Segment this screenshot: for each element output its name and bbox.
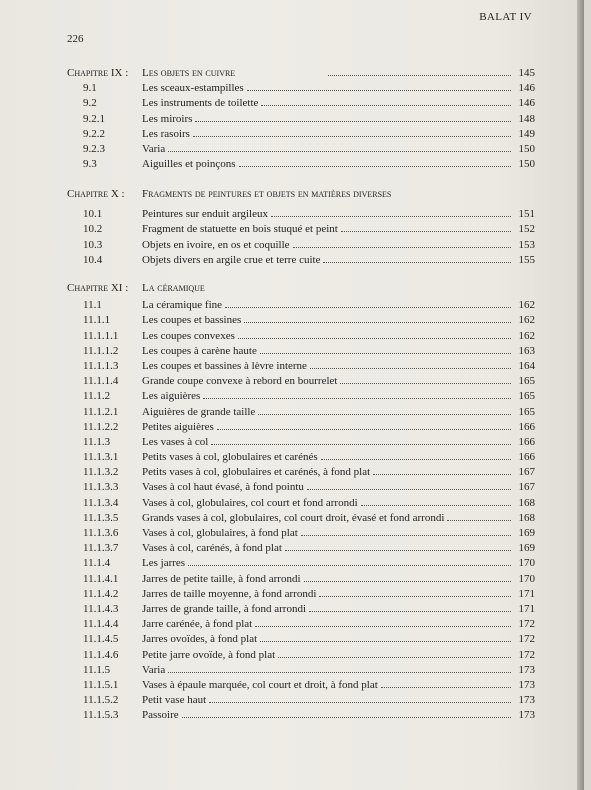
leader-dots <box>238 337 511 339</box>
leader-dots <box>340 382 511 384</box>
leader-dots <box>239 165 512 167</box>
entry-number: 11.1 <box>83 299 102 312</box>
leader-dots <box>203 397 511 399</box>
entry-title: Les coupes convexes <box>142 329 235 342</box>
leader-dots <box>309 610 511 612</box>
entry-page: 152 <box>518 223 535 236</box>
entry-title: Les sceaux-estampilles <box>142 82 244 95</box>
entry-page: 169 <box>518 527 535 539</box>
entry-number: 11.1.5.3 <box>83 709 119 722</box>
entry-page: 166 <box>518 451 535 464</box>
toc-entry <box>67 311 535 326</box>
toc-entry <box>67 109 535 124</box>
entry-title: Varia <box>142 663 166 676</box>
entry-title: Jarres ovoïdes, à fond plat <box>142 633 258 646</box>
entry-number: 10.2 <box>83 223 103 236</box>
entry-number: 10.1 <box>83 208 103 221</box>
entry-title: Fragment de statuette en bois stuqué et peint <box>142 223 338 236</box>
entry-number: 11.1.4.2 <box>83 587 119 600</box>
toc-entry <box>67 235 535 250</box>
entry-title: Les aiguières <box>142 390 201 403</box>
entry-title: Aiguières de grande taille <box>142 405 256 418</box>
entry-page: 146 <box>518 97 535 110</box>
chapter-label: Chapitre X : <box>67 188 125 200</box>
entry-number: 11.1.3 <box>83 435 111 448</box>
entry-number: 11.1.5.1 <box>83 678 119 691</box>
entry-number: 11.1.4.1 <box>83 572 119 585</box>
chapter-heading <box>67 282 535 296</box>
leader-dots <box>225 306 511 308</box>
entry-title: Petits vases à col, globulaires et carénés <box>142 451 318 464</box>
toc-entry <box>67 509 535 524</box>
entry-title: Passoire <box>142 709 179 722</box>
entry-title: Les vases à col <box>142 435 209 448</box>
toc-entry <box>67 691 535 706</box>
entry-number: 11.1.4.5 <box>83 633 119 646</box>
entry-title: Les jarres <box>142 557 186 570</box>
toc-entry <box>67 676 535 691</box>
entry-page: 149 <box>518 127 535 140</box>
chapter-title: Fragments de peintures et objets en matières diverses <box>142 188 392 200</box>
entry-number: 10.4 <box>83 253 103 266</box>
entry-page: 166 <box>518 420 535 433</box>
entry-page: 173 <box>518 663 535 676</box>
entry-title: Vases à col, globulaires, col court et fond arrondi <box>142 496 358 509</box>
entry-title: Peintures sur enduit argileux <box>142 208 268 221</box>
entry-number: 9.3 <box>83 158 97 171</box>
entry-number: 11.1.2.2 <box>83 420 119 433</box>
entry-page: 172 <box>518 648 535 661</box>
entry-title: Les rasoirs <box>142 127 190 140</box>
toc-entry <box>67 357 535 372</box>
entry-title: Jarres de taille moyenne, à fond arrondi <box>142 587 317 600</box>
entry-title: Jarres de grande taille, à fond arrondi <box>142 602 307 615</box>
leader-dots <box>293 246 511 248</box>
entry-page: 150 <box>518 142 535 155</box>
leader-dots <box>301 534 511 536</box>
entry-page: 162 <box>518 299 535 312</box>
entry-page: 151 <box>518 208 535 221</box>
entry-title: Les coupes et bassines à lèvre interne <box>142 359 307 372</box>
leader-dots <box>261 104 511 106</box>
toc-entry <box>67 418 535 433</box>
entry-number: 11.1.1 <box>83 314 111 327</box>
leader-dots <box>310 367 511 369</box>
leader-dots <box>321 458 511 460</box>
entry-number: 11.1.3.7 <box>83 542 119 555</box>
toc-entry <box>67 205 535 220</box>
entry-number: 11.1.1.4 <box>83 375 119 388</box>
entry-page: 165 <box>518 390 535 403</box>
entry-number: 11.1.1.1 <box>83 329 119 342</box>
entry-page: 166 <box>518 435 535 448</box>
entry-page: 162 <box>518 314 535 327</box>
toc-entry <box>67 600 535 615</box>
toc-entry <box>67 554 535 569</box>
entry-page: 172 <box>518 618 535 631</box>
entry-number: 10.3 <box>83 238 103 251</box>
entry-number: 11.1.5.2 <box>83 694 119 707</box>
toc-entry <box>67 463 535 478</box>
entry-number: 11.1.4.4 <box>83 618 119 631</box>
entry-page: 173 <box>518 694 535 707</box>
entry-list <box>67 79 535 170</box>
entry-page: 171 <box>518 587 535 600</box>
entry-number: 11.1.3.6 <box>83 527 119 539</box>
entry-number: 11.1.2 <box>83 390 111 403</box>
toc-entry <box>67 326 535 341</box>
entry-title: Les instruments de toilette <box>142 97 259 110</box>
toc-entry <box>67 155 535 170</box>
leader-dots <box>323 261 511 263</box>
leader-dots <box>285 549 511 551</box>
entry-number: 11.1.1.3 <box>83 359 119 372</box>
entry-title: Vases à col, carénés, à fond plat <box>142 542 282 555</box>
entry-page: 162 <box>518 329 535 342</box>
entry-page: 169 <box>518 542 535 555</box>
entry-number: 9.1 <box>83 82 97 95</box>
toc-entry <box>67 585 535 600</box>
chapter-label: Chapitre IX : <box>67 67 129 79</box>
toc-entry <box>67 387 535 402</box>
running-head: BALAT IV <box>479 11 532 23</box>
leader-dots <box>188 564 511 566</box>
entry-title: Varia <box>142 142 166 155</box>
entry-page: 153 <box>518 238 535 251</box>
chapter-title: Les objets en cuivre <box>142 67 236 79</box>
entry-title: Jarre carénée, à fond plat <box>142 618 253 631</box>
leader-dots <box>168 150 511 152</box>
toc-entry <box>67 448 535 463</box>
leader-dots <box>447 519 511 521</box>
entry-number: 9.2 <box>83 97 97 110</box>
leader-dots <box>328 74 511 76</box>
entry-title: Vases à col haut évasé, à fond pointu <box>142 481 304 494</box>
entry-page: 146 <box>518 82 535 95</box>
entry-list <box>67 205 535 266</box>
entry-page: 172 <box>518 633 535 646</box>
entry-page: 148 <box>518 112 535 125</box>
toc-entry <box>67 569 535 584</box>
toc-entry <box>67 402 535 417</box>
entry-title: Objets divers en argile crue et terre cuite <box>142 253 321 266</box>
leader-dots <box>255 625 511 627</box>
entry-number: 9.2.2 <box>83 127 105 140</box>
toc-entry <box>67 79 535 94</box>
entry-title: Les coupes et bassines <box>142 314 242 327</box>
entry-title: Petits vases à col, globulaires et carénés, à fond plat <box>142 466 371 479</box>
toc-entry <box>67 125 535 140</box>
toc-entry <box>67 630 535 645</box>
chapter-page: 145 <box>518 67 535 79</box>
leader-dots <box>217 428 511 430</box>
leader-dots <box>341 230 511 232</box>
leader-dots <box>304 580 511 582</box>
entry-page: 171 <box>518 602 535 615</box>
entry-page: 170 <box>518 557 535 570</box>
page-edge-shadow <box>577 0 584 790</box>
entry-number: 11.1.1.2 <box>83 344 119 357</box>
chapter-ix <box>67 67 535 170</box>
entry-page: 165 <box>518 405 535 418</box>
entry-page: 165 <box>518 375 535 388</box>
toc-entry <box>67 296 535 311</box>
toc-entry <box>67 661 535 676</box>
toc-entry <box>67 524 535 539</box>
entry-number: 11.1.4.3 <box>83 602 119 615</box>
entry-page: 167 <box>518 481 535 494</box>
leader-dots <box>209 701 511 703</box>
leader-dots <box>381 686 511 688</box>
leader-dots <box>271 215 511 217</box>
chapter-xi <box>67 282 535 721</box>
entry-list <box>67 296 535 721</box>
entry-number: 11.1.3.1 <box>83 451 119 464</box>
leader-dots <box>307 488 511 490</box>
leader-dots <box>168 671 511 673</box>
leader-dots <box>247 89 511 91</box>
leader-dots <box>260 352 511 354</box>
leader-dots <box>373 473 511 475</box>
entry-number: 11.1.4.6 <box>83 648 119 661</box>
leader-dots <box>211 443 511 445</box>
entry-title: Jarres de petite taille, à fond arrondi <box>142 572 301 585</box>
chapter-heading <box>67 188 535 205</box>
leader-dots <box>278 656 511 658</box>
toc-entry <box>67 251 535 266</box>
toc-entry <box>67 539 535 554</box>
toc-entry <box>67 220 535 235</box>
leader-dots <box>182 716 511 718</box>
entry-page: 167 <box>518 466 535 479</box>
entry-title: Grands vases à col, globulaires, col court droit, évasé et fond arrondi <box>142 511 445 524</box>
toc-entry <box>67 493 535 508</box>
entry-number: 11.1.3.3 <box>83 481 119 494</box>
leader-dots <box>319 595 511 597</box>
chapter-x <box>67 188 535 266</box>
entry-title: Petites aiguières <box>142 420 214 433</box>
entry-number: 11.1.3.5 <box>83 511 119 524</box>
leader-dots <box>195 120 511 122</box>
entry-page: 173 <box>518 709 535 722</box>
chapter-title: La céramique <box>142 282 205 294</box>
toc-entry <box>67 706 535 721</box>
entry-title: Grande coupe convexe à rebord en bourrelet <box>142 375 338 388</box>
entry-page: 168 <box>518 511 535 524</box>
entry-title: Les miroirs <box>142 112 193 125</box>
leader-dots <box>193 135 511 137</box>
entry-title: Vases à col, globulaires, à fond plat <box>142 527 298 539</box>
page-number: 226 <box>67 33 84 45</box>
entry-title: Petit vase haut <box>142 694 207 707</box>
toc-entry <box>67 478 535 493</box>
entry-number: 11.1.3.4 <box>83 496 119 509</box>
entry-number: 11.1.4 <box>83 557 111 570</box>
chapter-label: Chapitre XI : <box>67 282 129 294</box>
entry-page: 168 <box>518 496 535 509</box>
toc-entry <box>67 342 535 357</box>
entry-number: 9.2.3 <box>83 142 105 155</box>
entry-title: Aiguilles et poinçons <box>142 158 236 171</box>
chapter-heading <box>67 67 535 79</box>
entry-number: 11.1.2.1 <box>83 405 119 418</box>
leader-dots <box>258 413 511 415</box>
leader-dots <box>244 321 511 323</box>
entry-page: 163 <box>518 344 535 357</box>
toc-entry <box>67 94 535 109</box>
leader-dots <box>260 640 511 642</box>
entry-title: Objets en ivoire, en os et coquille <box>142 238 290 251</box>
entry-title: La céramique fine <box>142 299 223 312</box>
entry-title: Petite jarre ovoïde, à fond plat <box>142 648 276 661</box>
entry-title: Les coupes à carène haute <box>142 344 257 357</box>
toc-entry <box>67 140 535 155</box>
entry-page: 170 <box>518 572 535 585</box>
entry-page: 155 <box>518 253 535 266</box>
entry-page: 173 <box>518 678 535 691</box>
entry-number: 9.2.1 <box>83 112 105 125</box>
leader-dots <box>361 504 511 506</box>
entry-page: 164 <box>518 359 535 372</box>
entry-title: Vases à épaule marquée, col court et droit, à fond plat <box>142 678 378 691</box>
entry-number: 11.1.3.2 <box>83 466 119 479</box>
toc-entry <box>67 645 535 660</box>
entry-number: 11.1.5 <box>83 663 111 676</box>
entry-page: 150 <box>518 158 535 171</box>
toc-entry <box>67 615 535 630</box>
toc-entry <box>67 433 535 448</box>
toc-entry <box>67 372 535 387</box>
